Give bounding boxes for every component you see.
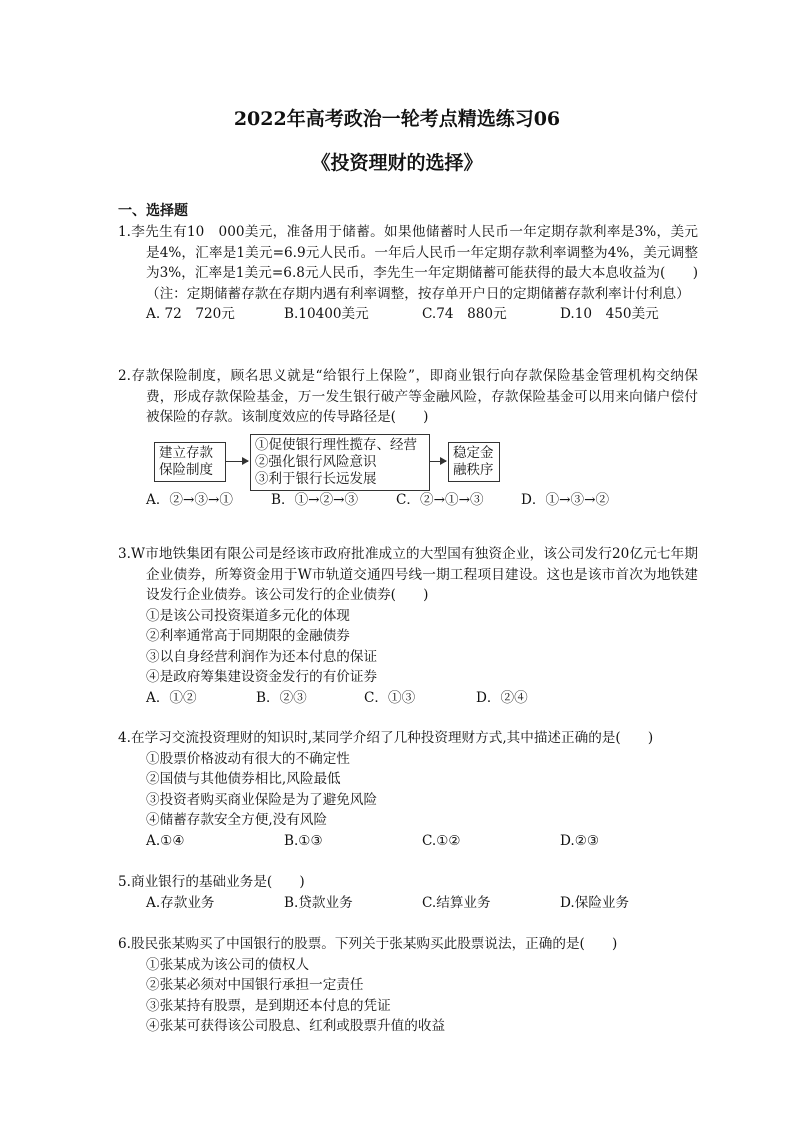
question-3-choices	[118, 688, 698, 709]
question-4-stem: 4.在学习交流投资理财的知识时,某同学介绍了几种投资理财方式,其中描述正确的是( )	[118, 730, 654, 746]
choice-b: B.贷款业务	[284, 894, 353, 911]
flow-box-end-line: 融秩序	[453, 461, 494, 478]
question-4-choices	[118, 831, 698, 852]
question-2-choices	[118, 490, 698, 511]
flow-box-start-line: 保险制度	[159, 461, 213, 478]
question-5-choices	[118, 893, 698, 914]
question-1-choices	[118, 304, 698, 325]
choice-b: B.①③	[284, 832, 323, 849]
question-2-stem: 2.存款保险制度，顾名思义就是“给银行上保险”，即商业银行向存款保险基金管理机构交纳保费，形成存款保险基金，万一发生银行破产等金融风险，存款保险基金可以用来向储户偿付被保险的存款。该制度效应的传导路径是( )	[118, 368, 698, 425]
option-3: ③投资者购买商业保险是为了避免风险	[146, 791, 378, 808]
question-1-stem: 1.李先生有10 000美元，准备用于储蓄。如果他储蓄时人民币一年定期存款利率是3%，美元是4%，汇率是1美元=6.9元人民币。一年后人民币一年定期存款利率调整为4%，美元调整为3%，汇率是1美元=6.8元人民币，李先生一年定期储蓄可能获得的最大本息收益为( )（注：定期储蓄存款在存期内遇有利率调整，按存单开户日的定期储蓄存款利率计付利息）	[118, 224, 698, 302]
choice-d: D.②③	[560, 832, 600, 849]
flow-box-middle-line: ①促使银行理性揽存、经营	[255, 436, 417, 453]
choice-d: D.10 450美元	[560, 306, 659, 322]
question-2	[118, 366, 698, 510]
option-1: ①是该公司投资渠道多元化的体现	[146, 607, 350, 624]
option-3: ③以自身经营利润作为还本付息的保证	[146, 648, 378, 665]
option-1: ①股票价格波动有很大的不确定性	[146, 750, 350, 767]
choice-a: A．①②	[146, 689, 197, 706]
flow-box-end	[448, 442, 500, 482]
question-5	[118, 872, 698, 913]
choice-b: B．②③	[256, 689, 307, 706]
choice-c: C.结算业务	[422, 894, 491, 911]
flow-box-end-line: 稳定金	[453, 444, 494, 461]
choice-d: D．②④	[476, 689, 528, 706]
question-6-stem: 6.股民张某购买了中国银行的股票。下列关于张某购买此股票说法，正确的是( )	[118, 936, 618, 952]
option-2: ②利率通常高于同期限的金融债券	[146, 628, 350, 644]
question-4	[118, 728, 698, 851]
flow-box-middle	[250, 434, 430, 491]
flow-box-start	[154, 442, 226, 482]
flow-diagram	[146, 434, 698, 486]
arrow-right-icon	[226, 461, 248, 462]
choice-d: D.保险业务	[560, 894, 630, 911]
option-2: ②张某必须对中国银行承担一定责任	[146, 977, 364, 993]
option-1: ①张某成为该公司的债权人	[146, 956, 310, 973]
arrow-right-icon	[430, 461, 446, 462]
page-subtitle: 《投资理财的选择》	[311, 152, 483, 174]
choice-c: C．①③	[364, 689, 416, 706]
flow-box-start-line: 建立存款	[159, 444, 213, 461]
choice-a: A．②→③→①	[146, 491, 233, 508]
flow-box-middle-line: ②强化银行风险意识	[255, 453, 377, 470]
question-1	[118, 222, 698, 325]
question-5-stem: 5.商业银行的基础业务是( )	[118, 874, 305, 890]
question-3	[118, 544, 698, 708]
choice-c: C.①②	[422, 832, 461, 849]
option-4: ④储蓄存款安全方便,没有风险	[146, 812, 328, 828]
choice-d: D．①→③→②	[521, 491, 610, 508]
flow-box-middle-line: ③利于银行长远发展	[255, 470, 377, 487]
section-heading: 一、选择题	[118, 203, 188, 219]
option-2: ②国债与其他债券相比,风险最低	[146, 771, 341, 787]
option-4: ④是政府筹集建设资金发行的有价证券	[146, 669, 378, 685]
choice-b: B.10400美元	[284, 306, 369, 322]
option-3: ③张某持有股票，是到期还本付息的凭证	[146, 997, 391, 1014]
question-6	[118, 934, 698, 1037]
choice-c: C．②→①→③	[396, 491, 484, 508]
choice-a: A. 72 720元	[146, 306, 235, 322]
option-4: ④张某可获得该公司股息、红利或股票升值的收益	[146, 1018, 446, 1034]
question-3-stem: 3.W市地铁集团有限公司是经该市政府批准成立的大型国有独资企业，该公司发行20亿元七年期企业债券，所筹资金用于W市轨道交通四号线一期工程项目建设。这也是该市首次为地铁建设发行企业债券。该公司发行的企业债券( )	[118, 546, 698, 603]
choice-a: A.①④	[146, 832, 185, 849]
choice-a: A.存款业务	[146, 894, 215, 911]
choice-c: C.74 880元	[422, 306, 507, 322]
page-title: 2022年高考政治一轮考点精选练习06	[233, 108, 561, 130]
choice-b: B．①→②→③	[271, 491, 359, 508]
